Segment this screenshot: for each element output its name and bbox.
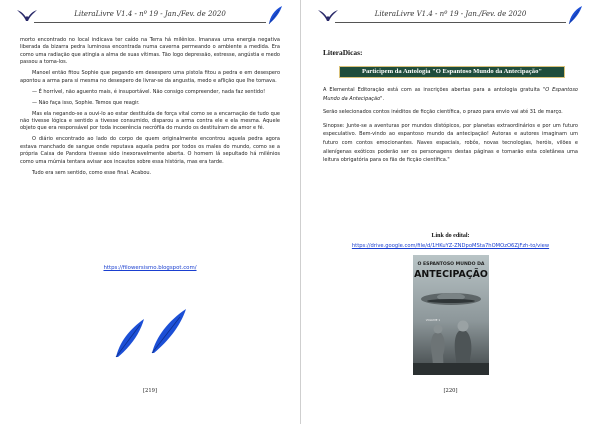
paragraph: Sinopse: Junte-se a aventuras por mundos distópicos, por planetas extraordinários e por um futuro especulativo. Bem-vindo ao espantoso mundo da antecipação! Autoras e autores imaginam um futuro com contos emocionantes. Naves espaciais, robôs, novas tecnologias, heróis, vilões e alienígenas exóticos poderão ser os personagens destas páginas e tornarão esta coletânea uma leitura obrigatória para os fãs de ficção científica." <box>323 122 578 164</box>
paragraph: Manoel então fitou Sophie que pegando em desespero uma pistola fitou a pedra e em desespero apontou a arma para si mesma no desespero de livrar-se da angustia, medo e aflição que lhe tomava. <box>20 70 280 84</box>
paragraph <box>323 86 578 103</box>
cover-title-top: O ESPANTOSO MUNDO DA <box>417 262 485 267</box>
section-title: LiteraDicas: <box>323 48 363 57</box>
cover-volume: VOLUME 1 <box>425 318 441 322</box>
header-rule <box>335 22 566 23</box>
paragraph: O diário encontrado ao lado do corpo de quem originalmente encontrou aquela pedra agora estava manchado de sangue onde reputava aquela pedra por todos os males do mundo, como se a própria Caixa de Pandora tivesse sido inexoravelmente aberta. O homem lá sepultado há milênios como uma múmia tentara avisar aos incautos sobre essa história, mas era tarde. <box>20 136 280 165</box>
paragraph: Mas ela negando-se a ouvi-lo ao estar destituída de força vital como se a encarnação de tudo que não tivesse lógica e sentido a tivesse consumido, disparou a arma contra ele e ela mesma. Aquele objeto que era responsável por toda incoerência necrófila do mundo os destituíram de amor e fé. <box>20 110 280 132</box>
anthology-title: "O Espantoso Mundo da Antecipação" <box>323 87 578 102</box>
header-rule <box>34 22 266 23</box>
right-page <box>300 0 600 424</box>
page-number: [220] <box>443 388 458 394</box>
edital-heading: Link do edital: <box>431 233 470 239</box>
header-title: LiteraLivre V1.4 - nº 19 - Jan./Fev. de 2020 <box>374 10 527 18</box>
author-blog-link[interactable]: https://filowersismo.blogspot.com/ <box>103 265 197 271</box>
announcement-text <box>323 86 578 170</box>
page-number: [219] <box>143 388 157 394</box>
book-cover-image <box>413 255 489 375</box>
announcement-banner: Participem da Antologia "O Espantoso Mundo da Antecipação" <box>339 66 565 78</box>
paragraph: — Não faça isso, Sophie. Temos que reagir. <box>32 99 140 106</box>
edital-link[interactable]: https://drive.google.com/file/d/1HKuYZ-ZNDpoMSta7hOMOzO6ZjFzh-to/view <box>351 243 550 249</box>
quill-icon <box>566 5 584 25</box>
paragraph: morto encontrado no local indicava ter caído na Terra há milênios. Imanava uma energia negativa liberada da bizarra pedra luminosa encontrada numa caverna permeando o ambiente a medida. Era como uma radiação que atingia a alma de suas vítimas. Tão logo depressão, estresse, angústia e medo passou a toma-los. <box>20 37 280 66</box>
paragraph: — É horrível, não aguento mais, é insuportável. Não consigo compreender, nada faz sentido! <box>32 88 266 95</box>
header-title: LiteraLivre V1.4 - nº 19 - Jan./Fev. de 2020 <box>74 10 226 18</box>
page-header <box>16 4 284 26</box>
p1-suffix: . <box>382 95 385 102</box>
story-text <box>20 37 280 181</box>
p1-prefix: A Elemental Editoração está com as inscrições abertas para a antologia gratuita <box>323 87 543 93</box>
cover-title-main: ANTECIPAÇÃO <box>414 269 488 280</box>
paragraph: Tudo era sem sentido, como esse final. Acabou. <box>32 169 152 176</box>
feathers-decoration-icon <box>110 307 190 359</box>
page-header <box>317 4 584 26</box>
paragraph: Serão selecionados contos inéditos de ficção científica, o prazo para envio vai até 31 de março. <box>323 109 563 116</box>
quill-icon <box>266 5 284 25</box>
